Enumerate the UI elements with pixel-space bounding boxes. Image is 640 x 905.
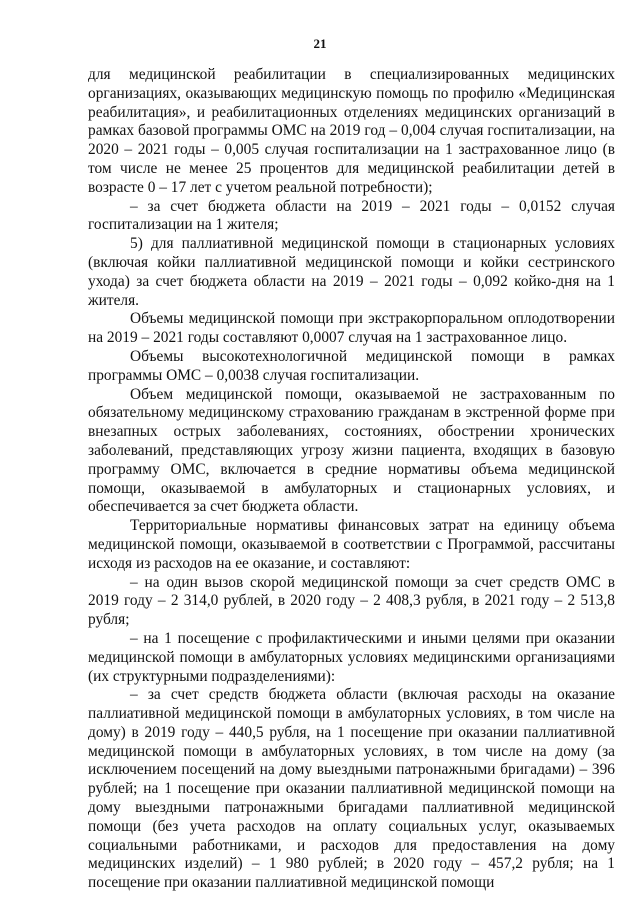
page-number: 21 (313, 36, 327, 51)
paragraph-financial-norms-intro: Территориальные нормативы финансовых затрат на единицу объема медицинской помощи, оказываемой в соответствии с Программой, рассчитаны исходя из расходов на ее оказание, и составляют: (88, 517, 615, 572)
paragraph-outpatient-visit-budget-cost: – за счет средств бюджета области (включая расходы на оказание паллиативной медицинской помощи в амбулаторных условиях, в том числе на дому) в 2019 году – 440,5 рубля, на 1 посещение при оказании паллиативной медицинской помощи в амбулаторных условиях, в том числе на дому (за исключением посещений на дому выездными патронажными бригадами) – 396 рублей; на 1 посещение при оказании паллиативной медицинской помощи на дому выездными патронажными бригадами паллиативной медицинской помощи (без учета расходов на оплату социальных услуг, оказываемых социальными работниками, и расходов для предоставления на дому медицинских изделий) – 1 980 рублей; в 2020 году – 457,2 рубля; на 1 посещение при оказании паллиативной медицинской помощи (88, 686, 615, 892)
paragraph-outpatient-visit-intro: – на 1 посещение с профилактическими и иными целями при оказании медицинской помощи в амбулаторных условиях медицинскими организациями (их структурными подразделениями): (88, 629, 615, 685)
paragraph-high-tech-volumes: Объемы высокотехнологичной медицинской помощи в рамках программы ОМС – 0,0038 случая госпитализации. (88, 347, 615, 384)
paragraph-uninsured-emergency: Объем медицинской помощи, оказываемой не застрахованным по обязательному медицинскому страхованию гражданам в экстренной форме при внезапных острых заболеваниях, состояниях, обострении хронических заболеваний, представляющих угрозу жизни пациента, входящих в базовую программу ОМС, включается в средние нормативы объема медицинской помощи, оказываемой в амбулаторных и стационарных условиях, и обеспечивается за счет бюджета области. (88, 385, 615, 516)
document-body (88, 66, 615, 893)
paragraph-ambulance-call-cost: – на один вызов скорой медицинской помощи за счет средств ОМС в 2019 году – 2 314,0 рублей, в 2020 году – 2 408,3 рубля, в 2021 году – 2 513,8 рубля; (88, 573, 615, 629)
paragraph-rehabilitation-volumes: для медицинской реабилитации в специализированных медицинских организациях, оказывающих медицинскую помощь по профилю «Медицинская реабилитация», и реабилитационных отделениях медицинских организаций в рамках базовой программы ОМС на 2019 год – 0,004 случая госпитализации, на 2020 – 2021 годы – 0,005 случая госпитализации на 1 застрахованное лицо (в том числе не менее 25 процентов для медицинской реабилитации детей в возрасте 0 – 17 лет с учетом реальной потребности); (88, 66, 615, 196)
paragraph-regional-budget-hospitalization: – за счет бюджета области на 2019 – 2021 годы – 0,0152 случая госпитализации на 1 жителя; (88, 197, 615, 234)
paragraph-ivf-volumes: Объемы медицинской помощи при экстракорпоральном оплодотворении на 2019 – 2021 годы составляют 0,0007 случая на 1 застрахованное лицо. (88, 310, 615, 347)
paragraph-palliative-inpatient: 5) для паллиативной медицинской помощи в стационарных условиях (включая койки паллиативной медицинской помощи и койки сестринского ухода) за счет бюджета области на 2019 – 2021 годы – 0,092 койко-дня на 1 жителя. (88, 235, 615, 309)
